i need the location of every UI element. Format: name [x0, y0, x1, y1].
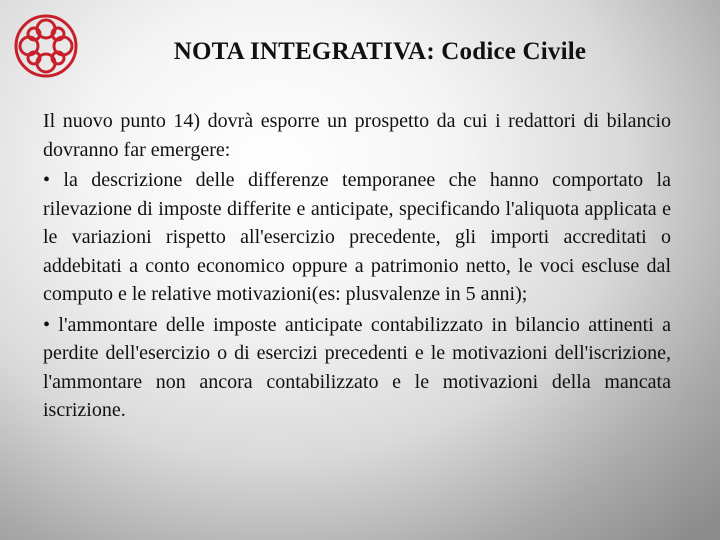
- intro-paragraph: Il nuovo punto 14) dovrà esporre un prospetto da cui i redattori di bilancio dovranno far emergere:: [43, 110, 671, 161]
- bullet-item-temporary-differences: • la descrizione delle differenze temporanee che hanno comportato la rilevazione di imposte differite e anticipate, specificando l'aliquota applicata e le variazioni rispetto all'esercizio precedente, gli importi accreditati o addebitati a conto economico oppure a patrimonio netto, le voci escluse dal computo e le relative motivazioni(es: plusvalenze in 5 anni);: [43, 166, 671, 309]
- bullet-item-prepaid-taxes: • l'ammontare delle imposte anticipate contabilizzato in bilancio attinenti a perdite dell'esercizio o di esercizi precedenti e le motivazioni dell'iscrizione, l'ammontare non ancora contabilizzato e le motivazioni della mancata iscrizione.: [43, 311, 671, 425]
- slide-title: NOTA INTEGRATIVA: Codice Civile: [173, 38, 587, 65]
- slide-body: [43, 107, 671, 427]
